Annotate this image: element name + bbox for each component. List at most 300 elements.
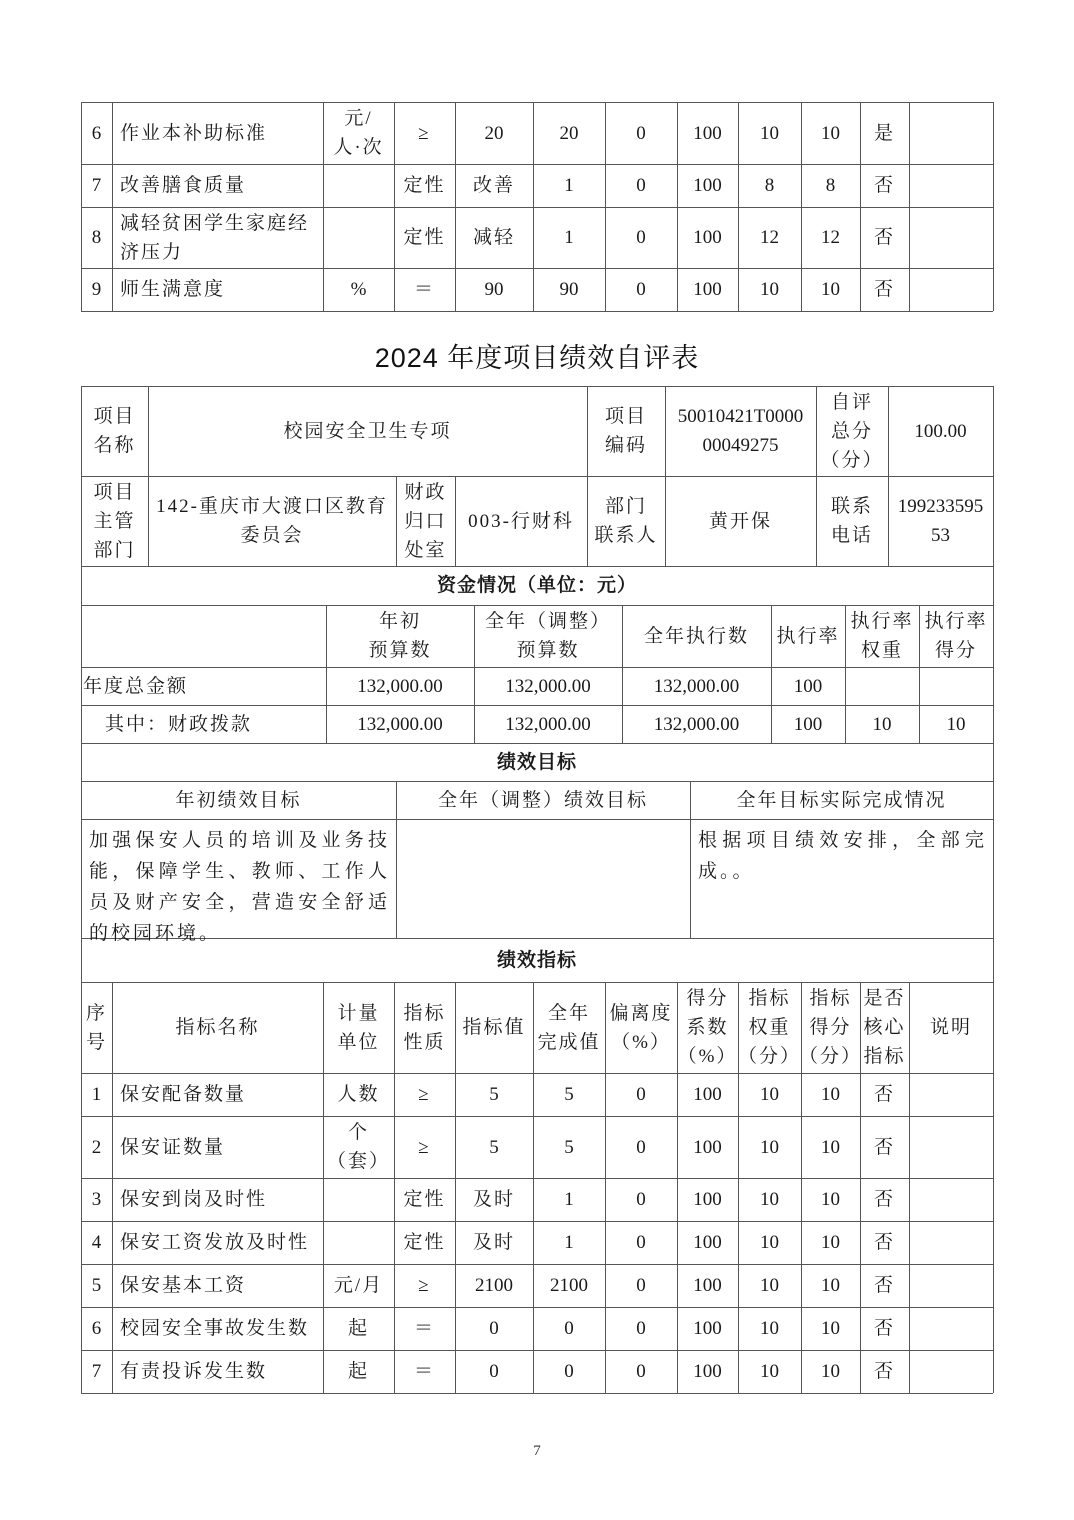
prev-row-unit [323,102,394,164]
indicator-weight [738,1264,801,1307]
funds-header [326,605,474,667]
prev-row-deviation [605,268,677,311]
funds-header [81,605,326,667]
funds-adjusted-text: 132,000.00 [505,675,591,697]
prev-row-deviation-text: 0 [636,279,646,300]
indicator-unit [323,1350,394,1393]
prev-row-score [801,207,860,268]
funds-header [919,605,993,667]
indicator-weight [738,1116,801,1178]
page-number: 7 [533,1443,541,1459]
indicator-actual [533,1307,605,1350]
prev-row-nature-text: 定性 [403,227,446,248]
indicator-nature-text: ＝ [413,1318,435,1339]
indicator-note [909,1221,993,1264]
prev-row-weight-text: 12 [760,227,779,248]
indicator-header [394,982,455,1073]
prev-row-no-text: 6 [91,122,102,144]
indicator-note [909,1178,993,1221]
indicator-actual-text: 0 [564,1361,574,1382]
prev-row-no-text: 9 [91,279,102,300]
prev-row-coef-text: 100 [693,122,722,144]
indicator-header [81,982,112,1073]
prev-row-coef [677,102,738,164]
indicator-score-text: 10 [821,1275,840,1296]
goals-header-actual [690,781,993,819]
indicator-weight [738,1307,801,1350]
funds-header-text: 执行率 权重 [850,611,914,661]
indicator-weight [738,1073,801,1116]
indicator-core-text: 否 [873,1232,895,1253]
indicator-weight [738,1350,801,1393]
funds-executed [622,667,771,705]
prev-row-target-text: 90 [484,279,504,300]
prev-row-weight-text: 8 [764,175,775,196]
indicator-nature-text: 定性 [403,1189,446,1210]
funds-initial-text: 132,000.00 [357,713,443,735]
indicator-unit-text: 人数 [337,1084,380,1105]
prev-row-weight [738,207,801,268]
indicator-unit [323,1307,394,1350]
prev-row-name-text: 改善膳食质量 [120,175,247,196]
indicator-coef [677,1073,738,1116]
prev-row-core-text: 是 [873,122,895,144]
indicator-deviation [605,1307,677,1350]
funds-section-title-text: 资金情况（单位：元） [436,575,637,596]
indicator-no-text: 2 [91,1136,102,1158]
funds-label [81,705,326,743]
indicator-core [860,1221,909,1264]
indicator-target [455,1264,533,1307]
indicator-score [801,1350,860,1393]
indicator-target [455,1073,533,1116]
prev-row-core [860,207,909,268]
indicator-unit [323,1116,394,1178]
prev-row-note [909,164,993,207]
prev-row-weight-text: 10 [760,279,779,300]
funds-rate-text: 100 [793,675,823,697]
indicator-target-text: 2100 [475,1275,513,1296]
indicator-coef [677,1264,738,1307]
prev-row-nature-text: 定性 [403,175,446,196]
indicator-score [801,1307,860,1350]
prev-row-weight [738,268,801,311]
indicator-target [455,1178,533,1221]
indicator-coef-text: 100 [693,1232,722,1253]
indicator-name-text: 保安基本工资 [120,1275,247,1296]
indicator-target-text: 及时 [472,1232,515,1253]
adjusted-goal-text [396,819,690,938]
indicator-deviation [605,1116,677,1178]
indicator-score [801,1264,860,1307]
funds-rate-text: 100 [793,713,823,735]
funds-label-text: 年度总金额 [83,675,189,697]
indicator-header [738,982,801,1073]
indicator-no-text: 4 [91,1232,102,1253]
indicator-deviation-text: 0 [636,1084,646,1105]
indicator-score-text: 10 [821,1232,840,1253]
phone-label [816,476,888,566]
indicator-deviation [605,1073,677,1116]
indicator-score [801,1221,860,1264]
funds-executed-text: 132,000.00 [653,713,740,735]
indicator-header-text: 全年 完成值 [537,1002,601,1053]
self-score-label [816,386,888,476]
indicator-name-text: 保安证数量 [120,1136,226,1158]
actual-completion-text-text: 根据项目绩效安排，全部完成。。 [698,830,987,882]
indicator-header-text: 序 号 [85,1002,107,1053]
prev-row-name [112,207,323,268]
indicator-target [455,1307,533,1350]
prev-row-weight [738,164,801,207]
prev-row-coef-text: 100 [693,279,722,300]
prev-row-coef-text: 100 [693,175,722,196]
prev-row-actual-text: 1 [564,175,574,196]
indicator-score-text: 10 [821,1084,840,1105]
indicator-core [860,1178,909,1221]
indicator-core-text: 否 [873,1361,895,1382]
indicator-name-text: 保安配备数量 [120,1084,247,1105]
prev-row-score-text: 8 [825,175,836,196]
indicator-coef-text: 100 [693,1318,722,1339]
prev-row-core-text: 否 [873,227,895,248]
prev-row-deviation [605,207,677,268]
indicator-weight-text: 10 [760,1275,779,1296]
prev-row-target [455,102,533,164]
prev-row-no [81,268,112,311]
funds-adjusted [474,705,622,743]
indicator-name [112,1073,323,1116]
funds-section-title [81,566,993,605]
prev-row-nature [394,102,455,164]
indicator-no-text: 6 [91,1318,102,1339]
prev-row-core [860,164,909,207]
contact-value [665,476,816,566]
prev-row-coef-text: 100 [693,227,722,248]
indicator-nature [394,1073,455,1116]
indicator-no-text: 3 [91,1189,102,1210]
contact-label [587,476,665,566]
funds-adjusted [474,667,622,705]
indicator-target [455,1350,533,1393]
project-code-value [665,386,816,476]
indicator-name [112,1116,323,1178]
indicator-coef [677,1350,738,1393]
prev-row-score [801,102,860,164]
project-name-value-text: 校园安全卫生专项 [283,420,452,442]
indicator-weight-text: 10 [760,1232,779,1253]
indicator-core-text: 否 [873,1318,895,1339]
prev-row-name-text: 作业本补助标准 [120,122,268,144]
prev-row-actual-text: 90 [559,279,579,300]
funds-rate [771,667,845,705]
prev-row-deviation [605,102,677,164]
project-code-label [587,386,665,476]
indicator-no [81,1178,112,1221]
prev-row-deviation-text: 0 [636,175,646,196]
indicator-name [112,1264,323,1307]
indicator-note [909,1307,993,1350]
indicator-name-text: 有责投诉发生数 [120,1361,268,1382]
project-name-label [81,386,148,476]
indicator-header-text: 指标值 [462,1017,526,1038]
indicator-nature-text: ＝ [413,1361,435,1382]
funds-header [845,605,919,667]
indicator-target [455,1221,533,1264]
indicator-name [112,1350,323,1393]
prev-row-unit-text: 元/ 人·次 [333,108,384,158]
prev-row-name-text: 师生满意度 [120,279,226,300]
indicator-no [81,1307,112,1350]
indicator-core [860,1264,909,1307]
funds-header-text: 执行率 得分 [924,611,988,661]
prev-row-name-text: 减轻贫困学生家庭经济压力 [120,212,310,263]
dept-label-text: 项目 主管 部门 [93,481,136,561]
indicator-weight [738,1221,801,1264]
funds-weight-text: 10 [872,713,892,735]
indicator-score-text: 10 [821,1318,840,1339]
indicator-coef [677,1221,738,1264]
prev-row-note [909,268,993,311]
indicator-no [81,1073,112,1116]
indicator-header [323,982,394,1073]
finance-office-label [396,476,455,566]
indicator-header-text: 指标 得分 （分） [799,988,863,1067]
prev-row-unit [323,207,394,268]
prev-row-core [860,102,909,164]
indicator-header-text: 是否 核心 指标 [863,988,906,1067]
initial-goal-text [81,819,396,944]
goals-header-initial-text: 年初绩效目标 [175,789,302,811]
prev-row-nature [394,268,455,311]
indicator-name-text: 保安到岗及时性 [120,1189,268,1210]
prev-row-note [909,102,993,164]
funds-header-text: 全年执行数 [643,625,749,647]
prev-row-target-text: 20 [484,122,504,144]
indicator-actual-text: 2100 [550,1275,588,1296]
prev-row-nature [394,207,455,268]
indicator-target-text: 0 [489,1318,499,1339]
indicator-no [81,1264,112,1307]
prev-row-nature [394,164,455,207]
indicator-deviation [605,1178,677,1221]
prev-row-no [81,164,112,207]
indicator-actual-text: 1 [564,1189,574,1210]
prev-row-deviation [605,164,677,207]
indicator-no-text: 7 [91,1361,102,1382]
prev-row-nature-text: ≥ [418,122,431,144]
prev-row-coef [677,164,738,207]
prev-row-name [112,102,323,164]
indicator-target-text: 5 [489,1136,499,1158]
indicator-header [112,982,323,1073]
indicator-nature [394,1178,455,1221]
indicator-unit-text: 元/月 [333,1275,384,1296]
indicator-score-text: 10 [821,1136,840,1158]
indicator-no-text: 5 [91,1275,102,1296]
indicator-deviation-text: 0 [636,1318,646,1339]
initial-goal-text-text: 加强保安人员的培训及业务技能，保障学生、教师、工作人员及财产安全，营造安全舒适的校园环境。 [89,830,390,944]
prev-row-deviation-text: 0 [636,122,646,144]
indicator-name-text: 保安工资发放及时性 [120,1232,310,1253]
indicator-coef [677,1178,738,1221]
page-title: 2024 年度项目绩效自评表 [374,343,700,373]
prev-row-unit [323,164,394,207]
funds-executed-text: 132,000.00 [653,675,740,697]
indicator-core [860,1116,909,1178]
dept-value-text: 142-重庆市大渡口区教育 委员会 [156,496,388,546]
prev-row-coef [677,268,738,311]
indicator-actual [533,1116,605,1178]
self-score-label-text: 自评 总分 （分） [820,391,884,471]
indicator-nature-text: 定性 [403,1232,446,1253]
dept-value [148,476,396,566]
indicator-header-text: 得分 系数 （%） [677,988,738,1067]
indicator-deviation [605,1264,677,1307]
self-score-value-text: 100.00 [914,420,967,442]
indicator-actual-text: 0 [564,1318,574,1339]
indicator-deviation-text: 0 [636,1361,646,1382]
funds-weight [845,705,919,743]
prev-row-score-text: 10 [821,279,840,300]
indicator-header [909,982,993,1073]
prev-row-target [455,164,533,207]
indicator-score [801,1116,860,1178]
indicator-weight-text: 10 [760,1136,779,1158]
indicator-nature [394,1116,455,1178]
project-code-label-text: 项目 编码 [604,406,647,456]
prev-row-actual [533,164,605,207]
indicator-no [81,1116,112,1178]
funds-initial [326,667,474,705]
indicator-actual [533,1264,605,1307]
indicator-header-text: 指标名称 [175,1017,260,1038]
indicator-no [81,1350,112,1393]
indicator-header [860,982,909,1073]
indicator-target [455,1116,533,1178]
finance-office-value [455,476,587,566]
prev-row-score [801,268,860,311]
prev-row-actual [533,268,605,311]
indicator-deviation-text: 0 [636,1275,646,1296]
indicator-deviation-text: 0 [636,1136,646,1158]
prev-row-unit-text: % [350,279,367,300]
indicator-actual [533,1073,605,1116]
prev-row-actual-text: 20 [559,122,579,144]
project-name-value [148,386,587,476]
indicator-core [860,1073,909,1116]
indicator-note [909,1350,993,1393]
indicator-weight-text: 10 [760,1361,779,1382]
indicator-unit [323,1073,394,1116]
phone-value-text: 199233595 53 [897,496,984,546]
indicator-header [455,982,533,1073]
funds-label [81,667,326,705]
goals-header-initial [81,781,396,819]
goals-section-title-text: 绩效目标 [496,751,577,773]
indicator-no-text: 1 [91,1084,102,1105]
prev-row-target [455,268,533,311]
indicator-unit [323,1178,394,1221]
indicator-unit-text: 个 （套） [326,1122,390,1172]
prev-row-core [860,268,909,311]
prev-row-target [455,207,533,268]
indicator-nature-text: ≥ [418,1084,431,1105]
project-name-label-text: 项目 名称 [93,406,136,456]
indicator-name [112,1307,323,1350]
indicator-score-text: 10 [821,1361,840,1382]
indicator-core-text: 否 [873,1084,895,1105]
funds-executed [622,705,771,743]
indicator-deviation-text: 0 [636,1232,646,1253]
indicator-score [801,1178,860,1221]
indicator-unit [323,1264,394,1307]
indicator-coef-text: 100 [693,1136,722,1158]
funds-initial-text: 132,000.00 [357,675,443,697]
indicator-deviation [605,1221,677,1264]
prev-row-coef [677,207,738,268]
indicator-weight-text: 10 [760,1318,779,1339]
indicator-nature [394,1307,455,1350]
indicator-coef [677,1307,738,1350]
indicator-nature [394,1264,455,1307]
indicator-deviation-text: 0 [636,1189,646,1210]
prev-row-unit [323,268,394,311]
funds-rate [771,705,845,743]
indicator-core-text: 否 [873,1189,895,1210]
indicator-name-text: 校园安全事故发生数 [120,1318,310,1339]
finance-office-label-text: 财政 归口 处室 [404,481,447,561]
indicator-core [860,1307,909,1350]
actual-completion-text [690,819,993,938]
indicator-core-text: 否 [873,1275,895,1296]
prev-row-nature-text: ＝ [413,279,435,300]
indicator-header-text: 说明 [929,1017,972,1038]
prev-row-name [112,268,323,311]
indicator-header [605,982,677,1073]
indicator-name [112,1178,323,1221]
goals-header-actual-text: 全年目标实际完成情况 [736,789,947,811]
indicator-score [801,1073,860,1116]
prev-row-core-text: 否 [873,279,895,300]
prev-row-target-text: 减轻 [472,227,515,248]
prev-row-note [909,207,993,268]
funds-header [622,605,771,667]
indicator-nature-text: ≥ [418,1136,431,1158]
prev-row-name [112,164,323,207]
indicator-actual [533,1350,605,1393]
prev-row-actual [533,102,605,164]
indicator-target-text: 5 [489,1084,499,1105]
funds-score [919,705,993,743]
indicator-coef [677,1116,738,1178]
indicator-weight-text: 10 [760,1189,779,1210]
contact-value-text: 黄开保 [708,510,772,532]
indicator-weight-text: 10 [760,1084,779,1105]
phone-label-text: 联系 电话 [830,496,873,546]
indicator-deviation [605,1350,677,1393]
indicator-header-text: 偏离度 （%） [609,1002,673,1053]
funds-header [474,605,622,667]
funds-header-text: 执行率 [776,625,840,647]
indicator-note [909,1116,993,1178]
indicator-header-text: 指标 性质 [403,1002,446,1053]
indicator-note [909,1264,993,1307]
prev-row-no-text: 8 [91,227,102,248]
prev-row-actual-text: 1 [564,227,574,248]
self-score-value [888,386,993,476]
indicator-nature [394,1221,455,1264]
